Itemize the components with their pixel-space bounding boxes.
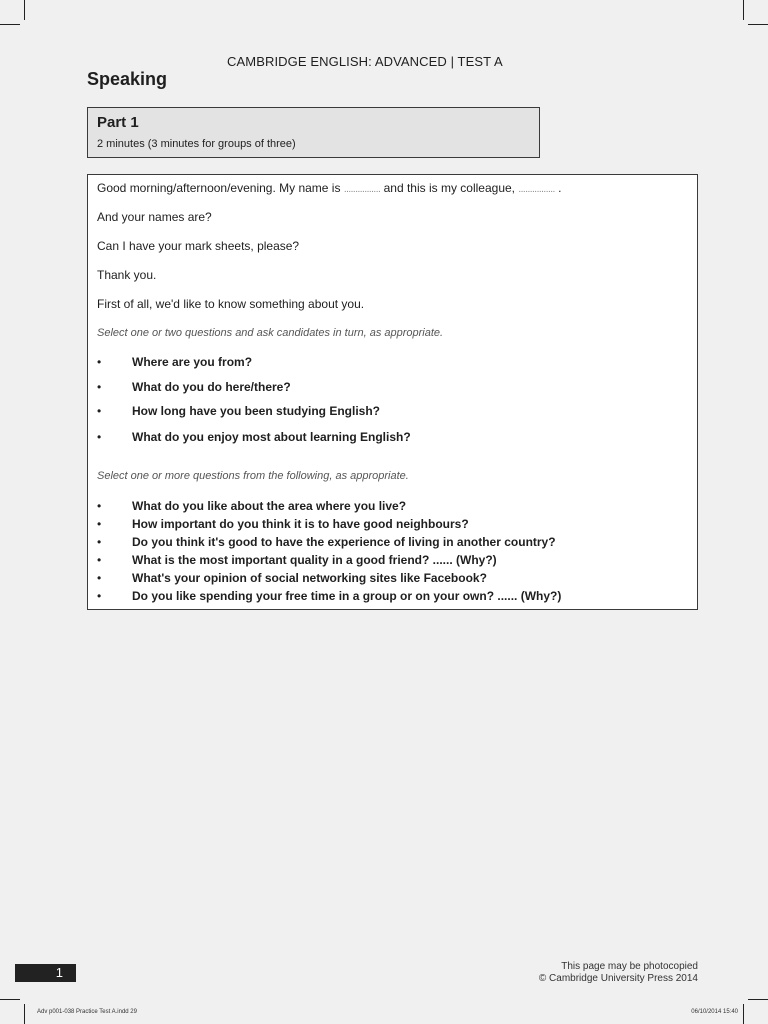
copyright-notice: © Cambridge University Press 2014 bbox=[538, 973, 698, 984]
bullet: • bbox=[97, 589, 102, 603]
crop-mark bbox=[743, 0, 744, 20]
thanks-line: Thank you. bbox=[97, 268, 157, 282]
question-text: Do you think it's good to have the experience of living in another country? bbox=[132, 535, 556, 549]
slug-date: 06/10/2014 15:40 bbox=[691, 1009, 738, 1015]
bullet: • bbox=[97, 571, 102, 585]
question-text: How important do you think it is to have good neighbours? bbox=[132, 517, 469, 531]
instruction-2: Select one or more questions from the following, as appropriate. bbox=[97, 470, 409, 482]
part-timing: 2 minutes (3 minutes for groups of three) bbox=[97, 138, 296, 150]
bullet: • bbox=[97, 430, 102, 444]
question-text: What do you like about the area where you live? bbox=[132, 499, 407, 513]
question-text: What's your opinion of social networking sites like Facebook? bbox=[132, 571, 487, 585]
instruction-1: Select one or two questions and ask candidates in turn, as appropriate. bbox=[97, 327, 444, 339]
crop-mark bbox=[24, 1004, 25, 1024]
question-text: What is the most important quality in a good friend? ...... (Why?) bbox=[132, 553, 497, 567]
question-item bbox=[97, 404, 380, 418]
question-text: Where are you from? bbox=[132, 355, 253, 369]
question-item bbox=[97, 571, 487, 585]
names-line: And your names are? bbox=[97, 210, 212, 224]
bullet: • bbox=[97, 355, 102, 369]
slug-file: Adv p001-038 Practice Test A.indd 29 bbox=[37, 1009, 137, 1015]
question-text: What do you do here/there? bbox=[132, 380, 291, 394]
crop-mark bbox=[743, 1004, 744, 1024]
question-item bbox=[97, 355, 252, 369]
question-item bbox=[97, 589, 561, 603]
part-title: Part 1 bbox=[97, 114, 139, 131]
part-header-box bbox=[87, 107, 540, 158]
greeting-end: . bbox=[558, 181, 562, 195]
question-item bbox=[97, 517, 469, 531]
question-item bbox=[97, 553, 497, 567]
bullet: • bbox=[97, 499, 102, 513]
name-blank: ................ bbox=[343, 184, 381, 195]
crop-mark bbox=[0, 24, 20, 25]
greeting-line bbox=[97, 181, 562, 195]
footer-notice bbox=[539, 961, 698, 985]
interlocutor-script bbox=[87, 174, 698, 610]
question-item bbox=[97, 430, 411, 444]
running-head: CAMBRIDGE ENGLISH: ADVANCED | TEST A bbox=[227, 54, 503, 69]
bullet: • bbox=[97, 404, 102, 418]
page-title: Speaking bbox=[87, 69, 168, 89]
question-text: What do you enjoy most about learning English? bbox=[132, 430, 411, 444]
greeting-text: Good morning/afternoon/evening. My name is bbox=[97, 181, 341, 195]
question-text: How long have you been studying English? bbox=[132, 404, 381, 418]
photocopy-notice: This page may be photocopied bbox=[561, 961, 698, 972]
question-item bbox=[97, 535, 556, 549]
crop-mark bbox=[748, 999, 768, 1000]
question-item bbox=[97, 380, 291, 394]
page-number: 1 bbox=[15, 964, 76, 982]
intro-line: First of all, we'd like to know something about you. bbox=[97, 297, 365, 311]
colleague-blank: ................ bbox=[518, 184, 555, 195]
mark-sheets-line: Can I have your mark sheets, please? bbox=[97, 239, 300, 253]
bullet: • bbox=[97, 517, 102, 531]
bullet: • bbox=[97, 553, 102, 567]
bullet: • bbox=[97, 535, 102, 549]
crop-mark bbox=[748, 24, 768, 25]
crop-mark bbox=[24, 0, 25, 20]
question-item bbox=[97, 499, 406, 513]
greeting-text: and this is my colleague, bbox=[383, 181, 516, 195]
bullet: • bbox=[97, 380, 102, 394]
question-text: Do you like spending your free time in a group or on your own? ...... (Why?) bbox=[132, 589, 562, 603]
crop-mark bbox=[0, 999, 20, 1000]
